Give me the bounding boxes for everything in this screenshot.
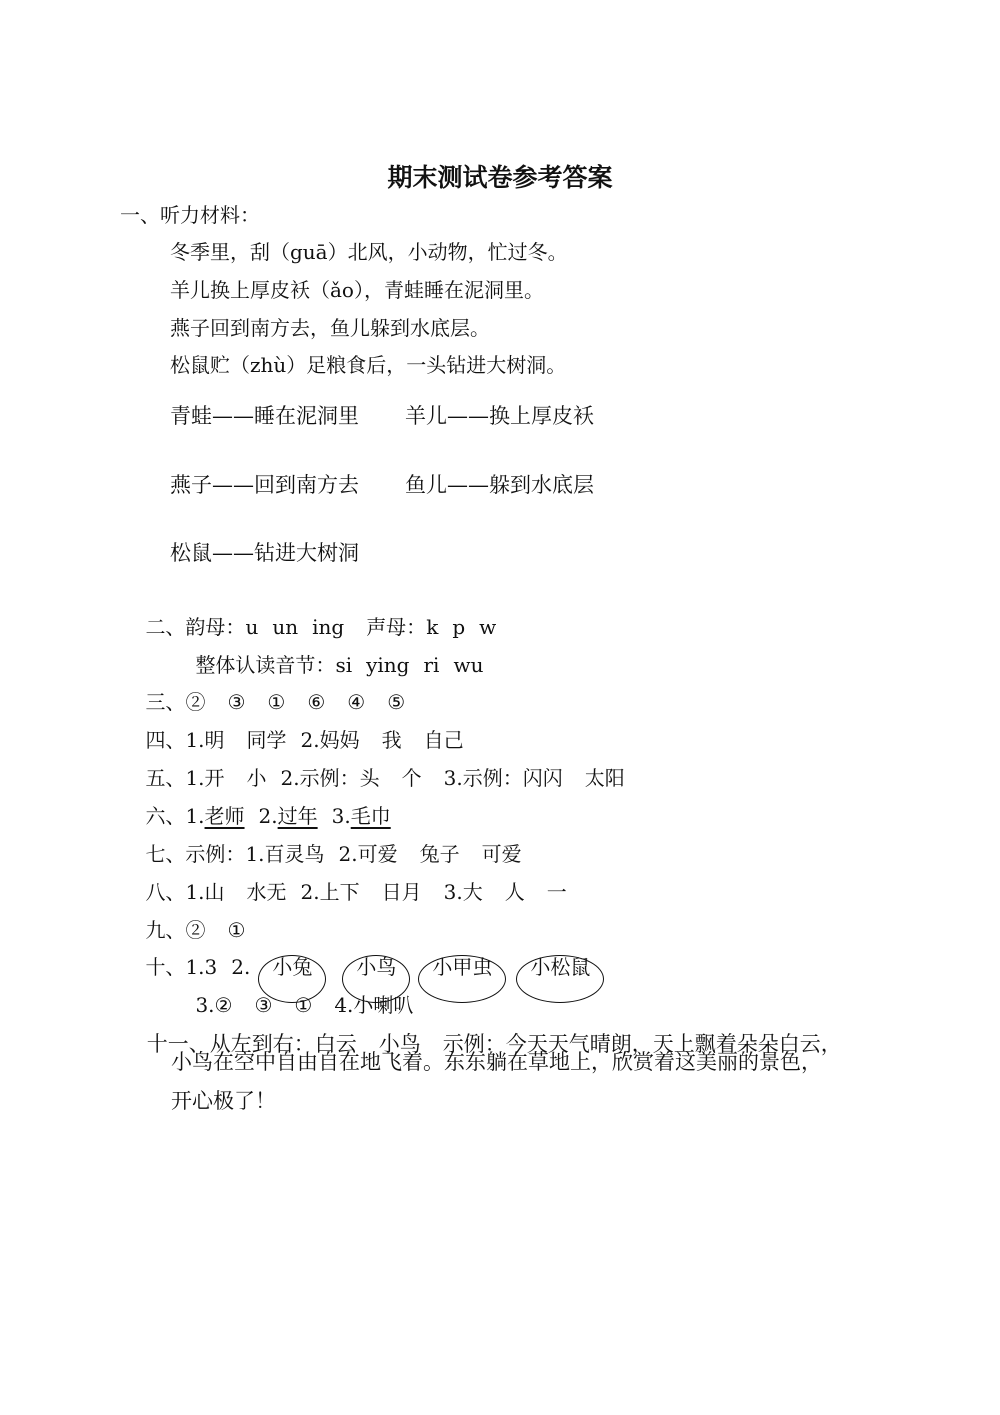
section-11-label: 十一、从左到右： — [146, 1032, 315, 1056]
listening-line-2: 羊儿换上厚皮袄（ǎo），青蛙睡在泥洞里。 — [170, 278, 544, 302]
s6-n2: 2. — [258, 804, 278, 828]
s8-a2b: 日月 — [381, 880, 422, 904]
s7-a2b: 兔子 — [419, 842, 460, 866]
s11-example-line-2: 小鸟在空中自由自在地飞着。东东躺在草地上，欣赏着这美丽的景色， — [171, 1050, 822, 1074]
s5-a3b: 太阳 — [584, 766, 625, 790]
listening-line-1: 冬季里，刮（guā）北风，小动物，忙过冬。 — [170, 240, 568, 264]
s9-item-1: ② — [185, 918, 206, 942]
s10-a3: 3.② — [195, 993, 233, 1017]
shengmu-label: 声母： — [366, 615, 427, 639]
circled-word-rabbit: 小兔 — [272, 955, 313, 979]
s8-a1: 1.山 — [185, 880, 225, 904]
s10-a4: 4.小喇叭 — [334, 993, 414, 1017]
s11-a1: 白云 — [314, 1032, 357, 1056]
s5-a1b: 小 — [246, 766, 267, 790]
zhengti-2: ying — [366, 653, 410, 677]
s10-a2: 2. — [231, 955, 251, 979]
pair-swallow: 燕子——回到南方去 — [170, 473, 359, 497]
pair-fish: 鱼儿——躲到水底层 — [405, 473, 594, 497]
section-4-label: 四、 — [145, 728, 186, 752]
s3-item-2: ③ — [227, 690, 246, 714]
s3-item-1: ② — [185, 690, 206, 714]
pair-frog: 青蛙——睡在泥洞里 — [170, 404, 359, 428]
s8-a3c: 一 — [546, 880, 567, 904]
circled-word-beetle: 小甲虫 — [432, 955, 493, 979]
listening-line-4: 松鼠贮（zhù）足粮食后，一头钻进大树洞。 — [170, 353, 567, 377]
shengmu-2: p — [452, 615, 466, 639]
s11-a1b: 小鸟 — [378, 1032, 421, 1056]
s4-a2b: 我 — [381, 728, 402, 752]
s6-word-2: 过年 — [277, 804, 318, 828]
s5-a2b: 个 — [401, 766, 422, 790]
s4-a2: 2.妈妈 — [300, 728, 360, 752]
section-6-label: 六、 — [145, 804, 186, 828]
s6-word-1: 老师 — [204, 804, 245, 828]
yunmu-label: 二、韵母： — [145, 615, 246, 639]
s5-a3: 3.示例：闪闪 — [443, 766, 563, 790]
s3-item-6: ⑤ — [387, 690, 406, 714]
s5-a2: 2.示例：头 — [280, 766, 380, 790]
s7-a2c: 可爱 — [481, 842, 522, 866]
yunmu-3: ing — [312, 615, 345, 639]
s8-a3: 3.大 — [443, 880, 483, 904]
zhengti-1: si — [335, 653, 353, 677]
section-3-label: 三、 — [145, 690, 186, 714]
pair-squirrel: 松鼠——钻进大树洞 — [170, 541, 359, 565]
section-8-label: 八、 — [145, 880, 186, 904]
zhengti-3: ri — [423, 653, 440, 677]
s11-example-line-3: 开心极了！ — [171, 1089, 276, 1113]
circled-word-bird: 小鸟 — [356, 955, 397, 979]
yunmu-1: u — [245, 615, 259, 639]
s10-a1: 1.3 — [185, 955, 218, 979]
shengmu-3: w — [479, 615, 497, 639]
yunmu-2: un — [272, 615, 299, 639]
s7-a1: 1.百灵鸟 — [245, 842, 325, 866]
shengmu-1: k — [426, 615, 439, 639]
s7-a2: 2.可爱 — [338, 842, 398, 866]
s3-item-4: ⑥ — [307, 690, 326, 714]
zhengti-label: 整体认读音节： — [195, 653, 336, 677]
s10-a3b: ③ — [254, 993, 273, 1017]
s11-example-line-1: 示例：今天天气晴朗，天上飘着朵朵白云， — [442, 1032, 842, 1056]
section-9-label: 九、 — [145, 918, 186, 942]
s4-a2c: 自己 — [423, 728, 464, 752]
section-10-label: 十、 — [145, 955, 186, 979]
section-7-label: 七、示例： — [145, 842, 246, 866]
section-5-label: 五、 — [145, 766, 186, 790]
s8-a3b: 人 — [504, 880, 525, 904]
s8-a1b: 水无 — [246, 880, 287, 904]
circled-word-squirrel: 小松鼠 — [530, 955, 591, 979]
s3-item-5: ④ — [347, 690, 366, 714]
page-title: 期末测试卷参考答案 — [387, 163, 613, 192]
s6-n1: 1. — [185, 804, 205, 828]
pair-sheep: 羊儿——换上厚皮袄 — [405, 404, 594, 428]
s4-a1: 1.明 — [185, 728, 225, 752]
section-1-label: 一、听力材料： — [120, 203, 260, 227]
zhengti-4: wu — [453, 653, 484, 677]
s3-item-3: ① — [267, 690, 286, 714]
s6-n3: 3. — [331, 804, 351, 828]
s8-a2: 2.上下 — [300, 880, 360, 904]
listening-line-3: 燕子回到南方去，鱼儿躲到水底层。 — [170, 316, 490, 340]
s5-a1: 1.开 — [185, 766, 225, 790]
s4-a1b: 同学 — [246, 728, 287, 752]
s10-a3c: ① — [294, 993, 313, 1017]
s9-item-2: ① — [227, 918, 246, 942]
s6-word-3: 毛巾 — [350, 804, 391, 828]
